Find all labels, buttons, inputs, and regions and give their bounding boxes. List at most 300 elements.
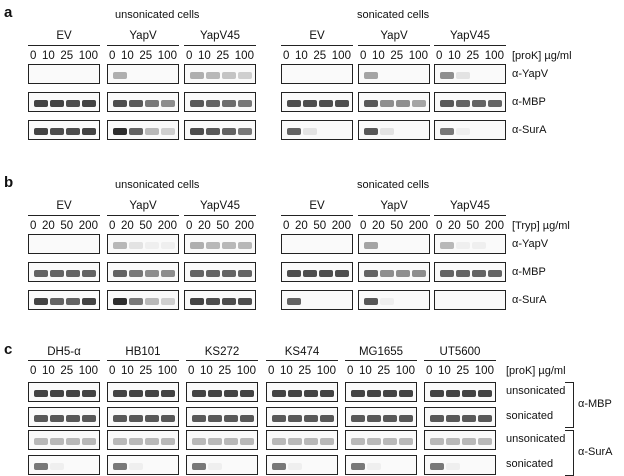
lane-label: 10 [280,365,293,377]
lane-label: 0 [188,365,195,377]
group-underline [184,215,256,216]
lane-labels [188,365,256,377]
blot-band [396,270,410,277]
lane-label: 10 [42,50,55,62]
blot-band [446,438,460,445]
lane-label: 100 [316,365,336,377]
blot-band [161,298,175,305]
group-label: EV [309,30,325,42]
blot-band [335,270,349,277]
lane-label: 100 [157,50,177,62]
blot-band [367,415,381,422]
lane-label: 20 [372,220,385,232]
lane-label: 100 [331,50,351,62]
lane-label: 50 [313,220,327,232]
blot-band [145,242,159,249]
lane-label: 0 [30,365,37,377]
lane-label: 25 [298,365,312,377]
blot-band [50,463,64,470]
blot-band [367,390,381,397]
blot-band [50,438,64,445]
lane-label: 200 [157,220,177,232]
blot-band [190,72,204,79]
blot-band [82,438,96,445]
strain-label: KS474 [284,346,320,358]
blot-band [145,415,159,422]
blot-strip [107,455,179,475]
blot-band [399,390,413,397]
lane-labels [426,365,494,377]
lane-label: 20 [42,220,55,232]
lane-label: 25 [390,50,404,62]
strain-label: UT5600 [439,346,481,358]
blot-band [66,270,80,277]
blot-band [190,100,204,107]
lane-label: 100 [474,365,494,377]
blot-band [351,438,365,445]
lane-label: 0 [426,365,433,377]
blot-strip [28,407,100,427]
lane-labels [283,50,351,62]
blot-band [304,390,318,397]
blot-band [192,463,206,470]
blot-strip [107,234,179,254]
blot-band [456,128,470,135]
blot-strip [358,262,430,282]
blot-band [238,298,252,305]
blot-band [113,298,127,305]
blot-band [129,438,143,445]
strain-label: HB101 [125,346,161,358]
blot-strip [107,407,179,427]
blot-strip [358,64,430,84]
blot-band [288,438,302,445]
condition-label-unsonicated: unsonicated cells [115,179,200,191]
blot-band [161,438,175,445]
blot-strip [107,430,179,450]
lane-label: 50 [60,220,74,232]
blot-band [222,100,236,107]
lane-label: 0 [347,365,354,377]
group-underline [281,215,353,216]
blot-band [222,270,236,277]
blot-strip [345,382,417,402]
blot-band [364,298,378,305]
blot-band [129,270,143,277]
antibody-label: α-MBP [512,266,546,278]
blot-band [50,128,64,135]
group-underline [358,45,430,46]
blot-band [430,415,444,422]
lane-labels [360,50,428,62]
lane-labels [30,50,98,62]
blot-strip [184,64,256,84]
lane-label: 200 [234,220,254,232]
blot-band [238,270,252,277]
lane-label: 50 [216,220,230,232]
blot-strip [184,120,256,140]
group-label: EV [56,200,72,212]
blot-band [335,100,349,107]
strain-underline [266,360,338,361]
blot-band [367,438,381,445]
lane-label: 0 [109,50,116,62]
blot-strip [266,455,338,475]
lane-label: 20 [295,220,308,232]
blot-band [192,390,206,397]
group-label: YapV [129,200,157,212]
lane-label: 100 [157,365,177,377]
blot-band [66,438,80,445]
blot-band [82,298,96,305]
condition-label-unsonicated: unsonicated cells [115,9,200,21]
strain-label: MG1655 [358,346,404,358]
blot-strip [281,120,353,140]
lane-labels [347,365,415,377]
lane-label: 20 [198,220,211,232]
blot-strip [358,120,430,140]
lane-label: 25 [466,50,480,62]
blot-strip [434,64,506,84]
lane-label: 100 [395,365,415,377]
blot-band [383,390,397,397]
blot-band [34,463,48,470]
blot-band [34,100,48,107]
lane-label: 100 [484,50,504,62]
blot-band [456,72,470,79]
blot-band [478,415,492,422]
lane-label: 25 [456,365,470,377]
lane-label: 200 [331,220,351,232]
mbp-bracket [565,382,574,428]
lane-labels [186,220,254,232]
blot-band [113,270,127,277]
blot-band [208,438,222,445]
blot-band [304,438,318,445]
blot-strip [424,382,496,402]
blot-band [320,390,334,397]
antibody-label: α-SurA [512,124,547,136]
blot-band [412,270,426,277]
blot-band [145,438,159,445]
blot-band [206,100,220,107]
lane-label: 20 [121,220,134,232]
blot-band [446,415,460,422]
blot-band [161,270,175,277]
lane-label: 0 [360,220,367,232]
lane-label: 200 [78,220,98,232]
blot-band [224,390,238,397]
antibody-label-mbp: α-MBP [578,398,612,410]
blot-band [113,415,127,422]
lane-label: 0 [436,220,443,232]
blot-strip [107,262,179,282]
lane-label: 200 [408,220,428,232]
blot-strip [281,92,353,112]
blot-band [412,100,426,107]
blot-band [113,463,127,470]
group-label: YapV45 [199,200,241,212]
blot-strip [28,92,100,112]
lane-label: 25 [313,50,327,62]
blot-band [319,270,333,277]
lane-labels [30,365,98,377]
blot-band [50,100,64,107]
lane-labels [109,220,177,232]
blot-strip [281,290,353,310]
lane-labels [109,365,177,377]
strain-underline [186,360,258,361]
blot-strip [424,455,496,475]
blot-band [192,415,206,422]
antibody-label: α-MBP [512,96,546,108]
strain-underline [107,360,179,361]
blot-band [488,270,502,277]
blot-strip [266,430,338,450]
blot-strip [281,234,353,254]
blot-band [287,128,301,135]
blot-strip [434,262,506,282]
blot-band [34,438,48,445]
group-label: EV [56,30,72,42]
blot-band [430,390,444,397]
blot-band [238,242,252,249]
blot-strip [107,64,179,84]
lane-label: 10 [121,365,134,377]
blot-strip [28,382,100,402]
group-underline [358,215,430,216]
blot-band [462,415,476,422]
blot-band [462,438,476,445]
blot-band [34,415,48,422]
lane-labels [436,50,504,62]
blot-band [288,390,302,397]
lane-label: 20 [448,220,461,232]
blot-band [367,463,381,470]
group-label: EV [309,200,325,212]
lane-labels [186,50,254,62]
blot-band [287,270,301,277]
lane-label: 25 [218,365,232,377]
lane-label: 10 [372,50,385,62]
blot-band [82,270,96,277]
blot-band [113,438,127,445]
blot-band [206,270,220,277]
blot-strip [358,92,430,112]
lane-label: 0 [268,365,275,377]
blot-band [34,270,48,277]
lane-label: 10 [295,50,308,62]
blot-band [440,270,454,277]
blot-strip [107,382,179,402]
sura-bracket [565,430,574,476]
antibody-label: α-YapV [512,68,549,80]
blot-band [446,463,460,470]
blot-band [383,415,397,422]
blot-band [129,100,143,107]
lane-label: 100 [234,50,254,62]
lane-label: 0 [186,50,193,62]
blot-strip [358,290,430,310]
blot-band [113,242,127,249]
unit-label: [proK] µg/ml [512,50,572,62]
blot-band [456,100,470,107]
group-label: YapV45 [449,30,491,42]
panel-label: b [4,174,14,191]
blot-band [303,100,317,107]
lane-label: 10 [438,365,451,377]
blot-band [208,463,222,470]
blot-band [224,415,238,422]
lane-label: 0 [360,50,367,62]
blot-band [440,100,454,107]
blot-band [66,128,80,135]
blot-strip [434,290,506,310]
blot-band [320,415,334,422]
blot-strip [424,430,496,450]
blot-band [380,128,394,135]
lane-label: 10 [359,365,372,377]
antibody-label-sura: α-SurA [578,446,613,458]
lane-label: 25 [216,50,230,62]
blot-band [206,128,220,135]
blot-band [303,128,317,135]
blot-strip [184,92,256,112]
blot-band [161,415,175,422]
lane-labels [268,365,336,377]
strain-label: KS272 [204,346,240,358]
blot-strip [266,382,338,402]
group-underline [107,215,179,216]
lane-label: 100 [236,365,256,377]
blot-band [456,242,470,249]
blot-band [66,390,80,397]
blot-band [383,438,397,445]
blot-band [50,298,64,305]
blot-band [161,100,175,107]
blot-band [145,100,159,107]
panel-label: c [4,341,13,358]
blot-band [472,242,486,249]
blot-band [478,390,492,397]
blot-band [113,72,127,79]
lane-label: 0 [283,50,290,62]
blot-band [113,100,127,107]
blot-strip [107,120,179,140]
blot-band [192,438,206,445]
blot-band [430,463,444,470]
blot-band [238,72,252,79]
lane-label: 50 [466,220,480,232]
blot-band [288,415,302,422]
blot-band [456,270,470,277]
blot-band [145,128,159,135]
blot-band [272,438,286,445]
panel-label: a [4,4,13,21]
blot-band [161,242,175,249]
blot-band [222,242,236,249]
row-label: unsonicated [506,433,566,445]
blot-band [113,390,127,397]
blot-band [145,390,159,397]
lane-label: 100 [78,365,98,377]
lane-label: 25 [60,50,74,62]
lane-label: 50 [139,220,153,232]
blot-band [82,415,96,422]
blot-band [113,128,127,135]
blot-band [66,298,80,305]
blot-band [129,128,143,135]
group-underline [28,215,100,216]
blot-band [272,390,286,397]
blot-strip [186,382,258,402]
blot-band [224,438,238,445]
blot-band [190,298,204,305]
blot-band [287,298,301,305]
lane-label: 10 [200,365,213,377]
blot-strip [281,262,353,282]
blot-band [190,128,204,135]
blot-band [129,298,143,305]
lane-label: 0 [186,220,193,232]
blot-band [462,390,476,397]
group-underline [28,45,100,46]
blot-band [396,100,410,107]
blot-band [129,463,143,470]
strain-underline [424,360,496,361]
lane-label: 25 [377,365,391,377]
lane-labels [360,220,428,232]
lane-label: 10 [198,50,211,62]
condition-label-sonicated: sonicated cells [357,9,430,21]
blot-band [364,100,378,107]
blot-strip [424,407,496,427]
blot-band [208,390,222,397]
lane-label: 0 [109,365,116,377]
blot-band [222,72,236,79]
unit-label: [proK] µg/ml [506,365,566,377]
blot-strip [107,92,179,112]
blot-band [380,100,394,107]
blot-band [399,415,413,422]
group-underline [184,45,256,46]
row-label: sonicated [506,410,554,422]
blot-band [320,438,334,445]
blot-strip [434,234,506,254]
blot-strip [186,455,258,475]
blot-strip [28,120,100,140]
blot-band [145,270,159,277]
blot-band [399,438,413,445]
blot-band [364,72,378,79]
blot-strip [107,290,179,310]
blot-band [82,100,96,107]
blot-band [161,128,175,135]
blot-band [351,390,365,397]
blot-band [288,463,302,470]
lane-label: 10 [121,50,134,62]
strain-underline [28,360,100,361]
blot-band [430,438,444,445]
blot-band [272,415,286,422]
blot-band [82,128,96,135]
blot-band [206,242,220,249]
blot-band [50,270,64,277]
group-label: YapV [129,30,157,42]
lane-label: 25 [60,365,74,377]
blot-band [208,415,222,422]
lane-label: 25 [139,365,153,377]
